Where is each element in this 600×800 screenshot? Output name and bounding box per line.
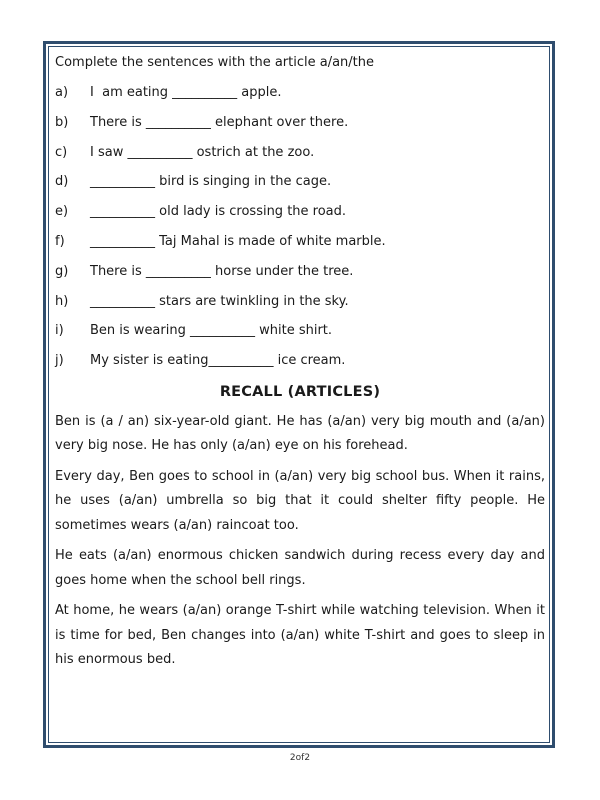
story-paragraph: Every day, Ben goes to school in (a/an) very big school bus. When it rains, he uses (a/an) umbrella so big that it could shelter fifty people. He sometimes wears (a/an) raincoat too. xyxy=(55,468,545,533)
section-title: RECALL (ARTICLES) xyxy=(219,383,381,400)
question-text: There is __________ horse under the tree. xyxy=(90,263,354,279)
question-item xyxy=(55,316,545,346)
question-letter: h) xyxy=(55,293,69,309)
question-list xyxy=(55,78,545,376)
question-item xyxy=(55,346,545,376)
page-number: 2of2 xyxy=(289,753,311,763)
question-item xyxy=(55,138,545,168)
question-text: I am eating __________ apple. xyxy=(90,85,282,100)
question-text: __________ stars are twinkling in the sky. xyxy=(90,293,349,309)
question-item xyxy=(55,287,545,317)
question-letter: d) xyxy=(55,174,69,190)
question-letter: e) xyxy=(55,204,69,220)
question-item xyxy=(55,257,545,287)
question-item xyxy=(55,197,545,227)
question-text: __________ old lady is crossing the road. xyxy=(90,204,347,220)
question-text: __________ bird is singing in the cage. xyxy=(90,174,332,190)
question-text: There is __________ elephant over there. xyxy=(90,114,349,130)
story-paragraph: Ben is (a / an) six-year-old giant. He has (a/an) very big mouth and (a/an) very big nose. He has only (a/an) eye on his forehead. xyxy=(55,413,545,454)
question-text: My sister is eating__________ ice cream. xyxy=(90,353,346,369)
question-item xyxy=(55,78,545,108)
question-letter: a) xyxy=(55,85,69,100)
question-letter: c) xyxy=(55,144,68,160)
question-letter: i) xyxy=(55,323,64,339)
story-paragraph: At home, he wears (a/an) orange T-shirt while watching television. When it is time for bed, Ben changes into (a/an) white T-shirt and goes to sleep in his enormous bed. xyxy=(55,603,545,668)
question-item xyxy=(55,167,545,197)
question-letter: f) xyxy=(55,233,65,249)
question-text: Ben is wearing __________ white shirt. xyxy=(90,323,333,339)
question-item xyxy=(55,227,545,257)
question-letter: g) xyxy=(55,263,69,279)
story-paragraph: He eats (a/an) enormous chicken sandwich during recess every day and goes home when the school bell rings. xyxy=(55,548,545,588)
question-text: I saw __________ ostrich at the zoo. xyxy=(90,144,315,160)
question-text: __________ Taj Mahal is made of white marble. xyxy=(90,233,386,249)
question-letter: j) xyxy=(55,353,64,369)
question-item xyxy=(55,108,545,138)
instruction-text: Complete the sentences with the article a/an/the xyxy=(55,55,375,70)
question-letter: b) xyxy=(55,114,69,130)
worksheet-content xyxy=(55,52,545,679)
